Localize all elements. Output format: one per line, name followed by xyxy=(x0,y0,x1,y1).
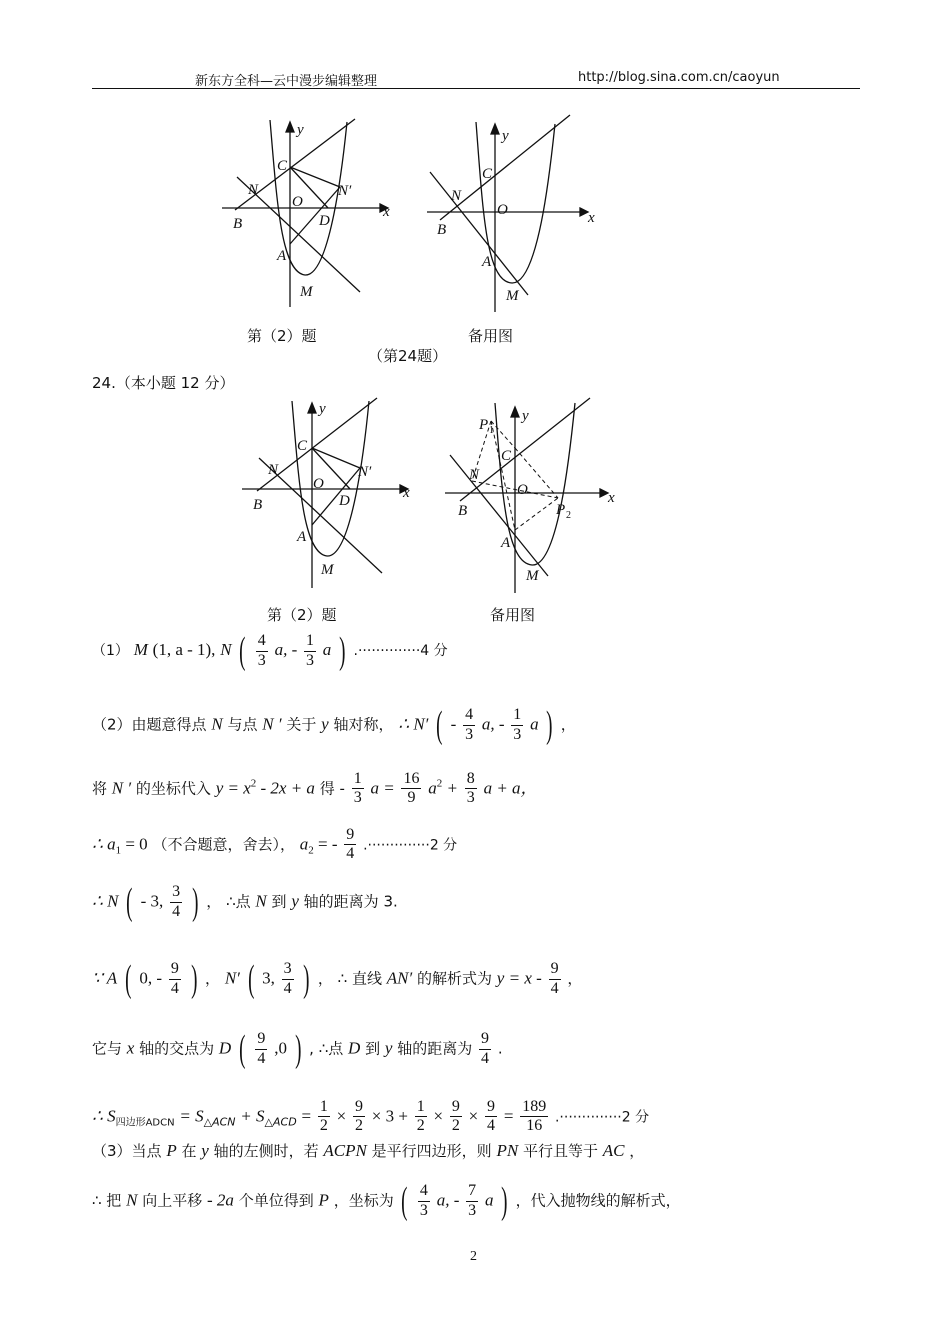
expr: a, - xyxy=(436,1190,460,1210)
segment-cn-prime xyxy=(290,167,340,187)
header-rule xyxy=(92,88,860,89)
sub: △ACD xyxy=(264,1115,297,1129)
text: 是平行四边形，则 xyxy=(371,1142,492,1160)
point-N: N xyxy=(220,640,232,659)
text: （2）由题意得点 xyxy=(92,715,207,734)
solution-part3-line1 xyxy=(92,1142,644,1159)
fraction: $\frac{9}{4}$ xyxy=(346,826,355,863)
quad-ACPN: ACPN xyxy=(323,1141,367,1160)
label-B: B xyxy=(437,222,447,238)
segment-AC: AC xyxy=(602,1141,625,1160)
solution-line5 xyxy=(92,883,398,921)
expr: a, - xyxy=(481,714,505,734)
label-N: N xyxy=(248,182,259,198)
paren-open: ( xyxy=(401,1180,408,1222)
y-axis-arrow xyxy=(308,403,316,413)
label-C: C xyxy=(277,158,288,174)
text: ，代入抛物线的解析式， xyxy=(515,1191,681,1210)
label-y: y xyxy=(502,128,509,144)
label-D: D xyxy=(319,213,330,229)
expr: - xyxy=(450,714,457,734)
fraction: $\frac{1}{3}$ xyxy=(306,632,315,669)
fraction: $\frac{7}{3}$ xyxy=(468,1182,477,1219)
text: ， xyxy=(205,969,221,988)
solution-line8 xyxy=(92,1098,649,1136)
expr: × xyxy=(336,1106,347,1126)
label-M: M xyxy=(321,562,334,578)
expr: × xyxy=(468,1106,479,1126)
text: 得 - xyxy=(319,779,345,798)
text: ， xyxy=(567,969,583,988)
fraction: $\frac{9}{4}$ xyxy=(257,1030,266,1067)
caption-top-right: 备用图 xyxy=(468,327,514,345)
label-O: O xyxy=(292,194,303,210)
expr: ,0 xyxy=(274,1038,287,1058)
fraction: $\frac{4}{3}$ xyxy=(257,632,266,669)
text: ∴点 xyxy=(226,892,251,911)
label-D: D xyxy=(339,493,350,509)
text: ， xyxy=(206,892,222,911)
text: （不合题意，舍去）， xyxy=(152,835,295,854)
label-P2-sub: 2 xyxy=(566,510,571,521)
fraction: $\frac{1}{3}$ xyxy=(353,770,362,807)
dash-p1-a xyxy=(491,421,515,530)
segment-PN: PN xyxy=(496,1141,519,1160)
problem-heading: 24.（本小题 12 分） xyxy=(92,374,235,392)
expr: = S xyxy=(179,1106,204,1126)
point-N: N xyxy=(211,714,223,734)
point-N-prime: N′ xyxy=(224,968,240,988)
text: 到 xyxy=(271,892,287,911)
caption-group: （第24题） xyxy=(368,347,448,365)
text: 平行且等于 xyxy=(522,1142,598,1160)
score: .··············2 分 xyxy=(363,837,458,854)
page-number: 2 xyxy=(470,1249,477,1264)
solution-part2-line1 xyxy=(92,706,576,744)
fraction: $\frac{9}{4}$ xyxy=(487,1098,496,1135)
fraction: $\frac{1}{2}$ xyxy=(416,1098,425,1135)
text: 的坐标代入 xyxy=(135,779,211,798)
label-N: N xyxy=(469,467,480,483)
label-P1-sub: 1 xyxy=(489,425,494,436)
label-B: B xyxy=(233,216,243,232)
expr: = xyxy=(301,1106,312,1126)
point-M: M xyxy=(133,640,148,659)
label-P1: P xyxy=(479,417,489,433)
expr: + xyxy=(442,778,458,798)
line-AN-prime: AN′ xyxy=(386,968,413,988)
label-y: y xyxy=(522,408,529,424)
expr: a xyxy=(530,714,539,734)
text: , ∴点 xyxy=(309,1039,344,1058)
expr: a = xyxy=(370,778,395,798)
fraction: $\frac{1}{3}$ xyxy=(513,706,522,743)
expr: 0, - xyxy=(139,968,163,988)
label-N-prime: N′ xyxy=(358,464,372,480)
label-A: A xyxy=(482,254,492,270)
expr: a xyxy=(299,834,309,854)
label-O: O xyxy=(313,476,324,492)
paren-close: ) xyxy=(339,630,346,672)
x-axis-arrow xyxy=(600,489,608,497)
text: 轴的左侧时，若 xyxy=(213,1142,319,1160)
label-C: C xyxy=(501,448,512,464)
point-N-prime: N ′ xyxy=(111,778,132,798)
segment-cn-prime xyxy=(312,448,360,468)
label-N: N xyxy=(451,188,462,204)
var-y: y xyxy=(201,1141,209,1160)
expr: × 3 + xyxy=(371,1106,408,1126)
score: .··············2 分 xyxy=(554,1109,650,1126)
label-M: M xyxy=(300,284,313,300)
label-y: y xyxy=(319,401,326,417)
text: ， xyxy=(629,1142,645,1160)
expr: = 0 xyxy=(121,834,148,854)
text: 轴的距离为 3. xyxy=(303,892,398,911)
label-O: O xyxy=(497,202,508,218)
expr: - 2x + a xyxy=(256,778,315,798)
expr: ∴ a xyxy=(92,834,116,854)
label-M: M xyxy=(506,288,519,304)
expr: a xyxy=(322,640,332,659)
expr: y = x - xyxy=(496,968,542,988)
solution-line3 xyxy=(92,770,538,808)
label-y: y xyxy=(297,122,304,138)
expr: a xyxy=(484,1190,494,1210)
figure-top-right xyxy=(420,112,605,312)
var-y: y xyxy=(291,891,299,911)
expr: × xyxy=(433,1106,444,1126)
figure-bottom-right xyxy=(440,393,630,598)
fraction: $\frac{189}{16}$ xyxy=(522,1098,547,1135)
text: 到 xyxy=(365,1039,381,1058)
label-A: A xyxy=(277,248,287,264)
text: （3）当点 xyxy=(92,1142,162,1160)
expr: ∴ N′ xyxy=(398,714,429,734)
text: ，坐标为 xyxy=(333,1191,394,1210)
sup: 2 xyxy=(250,777,257,790)
text: ∴ 把 xyxy=(92,1191,122,1210)
y-axis-arrow xyxy=(491,124,499,134)
paren-close: ) xyxy=(546,704,553,746)
label-B: B xyxy=(458,503,468,519)
paren-open: ( xyxy=(239,1028,246,1070)
fraction: $\frac{4}{3}$ xyxy=(465,706,474,743)
text: 与点 xyxy=(227,715,258,734)
fraction: $\frac{9}{4}$ xyxy=(481,1030,490,1067)
sub: 1 xyxy=(115,844,122,857)
expr: ∵ A xyxy=(92,968,118,988)
expr: a xyxy=(428,778,437,798)
paren-close: ) xyxy=(501,1180,508,1222)
fraction: $\frac{9}{4}$ xyxy=(170,960,179,997)
label-P2: P xyxy=(556,502,566,518)
var-y: y xyxy=(321,714,329,734)
dash-a-p2 xyxy=(515,498,558,530)
point-N: N xyxy=(126,1190,138,1210)
label-A: A xyxy=(501,535,511,551)
point-D: D xyxy=(218,1038,232,1058)
text: 在 xyxy=(181,1142,197,1160)
fraction: $\frac{8}{3}$ xyxy=(466,770,475,807)
point-N: N xyxy=(255,891,267,911)
paren-open: ( xyxy=(239,630,246,672)
fraction: $\frac{9}{2}$ xyxy=(451,1098,460,1135)
text: . xyxy=(497,1039,503,1058)
label-A: A xyxy=(297,529,307,545)
label-x: x xyxy=(403,485,410,501)
expr: - 2a xyxy=(207,1190,234,1210)
label-x: x xyxy=(588,210,595,226)
expr: ∴ N xyxy=(92,891,119,911)
solution-line6 xyxy=(92,960,582,998)
caption-bottom-left: 第（2）题 xyxy=(267,606,337,624)
label-C: C xyxy=(482,166,493,182)
sup: 2 xyxy=(436,777,443,790)
expr: = - xyxy=(313,834,338,854)
expr: a, - xyxy=(274,640,298,659)
paren-open: ( xyxy=(125,958,132,1000)
header-right: http://blog.sina.com.cn/caoyun xyxy=(578,70,780,85)
expr: - 3, xyxy=(140,891,164,911)
var-x: x xyxy=(126,1038,135,1058)
label-N: N xyxy=(268,462,279,478)
text: 轴对称， xyxy=(333,715,394,734)
var-y: y xyxy=(384,1038,393,1058)
expr: y = x xyxy=(215,778,251,798)
solution-part3-line2 xyxy=(92,1182,681,1220)
point-N-prime: N ′ xyxy=(262,714,282,734)
point-M-coords: (1, a - 1), xyxy=(152,640,216,659)
label-B: B xyxy=(253,497,263,513)
caption-bottom-right: 备用图 xyxy=(490,606,536,624)
text: ∴ 直线 xyxy=(337,969,382,988)
point-P: P xyxy=(318,1190,329,1210)
score: .··············4 分 xyxy=(353,643,448,659)
header-left: 新东方全科—云中漫步编辑整理 xyxy=(195,74,378,89)
text: 的解析式为 xyxy=(417,969,493,988)
text: 将 xyxy=(92,779,108,798)
y-axis-arrow xyxy=(286,122,294,132)
text: 个单位得到 xyxy=(238,1191,314,1210)
dash-p1-c xyxy=(491,421,515,448)
label-M: M xyxy=(526,568,539,584)
label-C: C xyxy=(297,438,308,454)
paren-close: ) xyxy=(303,958,310,1000)
sub: △ACN xyxy=(203,1115,236,1129)
sub: 四边形ADCN xyxy=(115,1117,175,1129)
fraction: $\frac{3}{4}$ xyxy=(172,883,181,920)
fraction: $\frac{9}{4}$ xyxy=(550,960,559,997)
figure-bottom-left xyxy=(235,393,415,593)
paren-open: ( xyxy=(247,958,255,1000)
paren-close: ) xyxy=(192,881,199,923)
x-axis-arrow xyxy=(580,208,588,216)
expr: + S xyxy=(240,1106,265,1126)
caption-top-left: 第（2）题 xyxy=(247,327,317,345)
label-N-prime: N′ xyxy=(338,183,352,199)
paren-close: ) xyxy=(190,958,198,1000)
fraction: $\frac{1}{2}$ xyxy=(319,1098,328,1135)
fraction: $\frac{9}{2}$ xyxy=(354,1098,363,1135)
figure-top-left xyxy=(215,112,395,312)
text: 向上平移 xyxy=(142,1191,203,1210)
label-x: x xyxy=(608,490,615,506)
fraction: $\frac{4}{3}$ xyxy=(419,1182,428,1219)
sub: 2 xyxy=(308,844,314,857)
label-x: x xyxy=(383,204,390,220)
expr: ∴ S xyxy=(92,1106,116,1126)
label-O: O xyxy=(517,482,528,498)
text: 它与 xyxy=(92,1039,123,1058)
text: ， xyxy=(317,969,333,988)
paren-open: ( xyxy=(126,881,133,923)
fraction: $\frac{3}{4}$ xyxy=(283,960,292,997)
text: 关于 xyxy=(286,715,317,734)
part1-label: （1） xyxy=(92,643,129,659)
paren-open: ( xyxy=(436,704,443,746)
solution-line4 xyxy=(92,826,457,864)
y-axis-arrow xyxy=(511,407,519,417)
expr: a + a， xyxy=(483,778,538,798)
text: ， xyxy=(560,715,576,734)
expr: = xyxy=(503,1106,514,1126)
solution-part1 xyxy=(92,632,448,670)
text: 轴的距离为 xyxy=(397,1039,473,1058)
solution-line7 xyxy=(92,1030,503,1068)
fraction: $\frac{16}{9}$ xyxy=(403,770,420,807)
paren-close: ) xyxy=(294,1028,302,1070)
point-D: D xyxy=(348,1038,361,1058)
expr: 3, xyxy=(262,968,275,988)
point-P: P xyxy=(166,1141,177,1160)
text: 轴的交点为 xyxy=(139,1039,215,1058)
